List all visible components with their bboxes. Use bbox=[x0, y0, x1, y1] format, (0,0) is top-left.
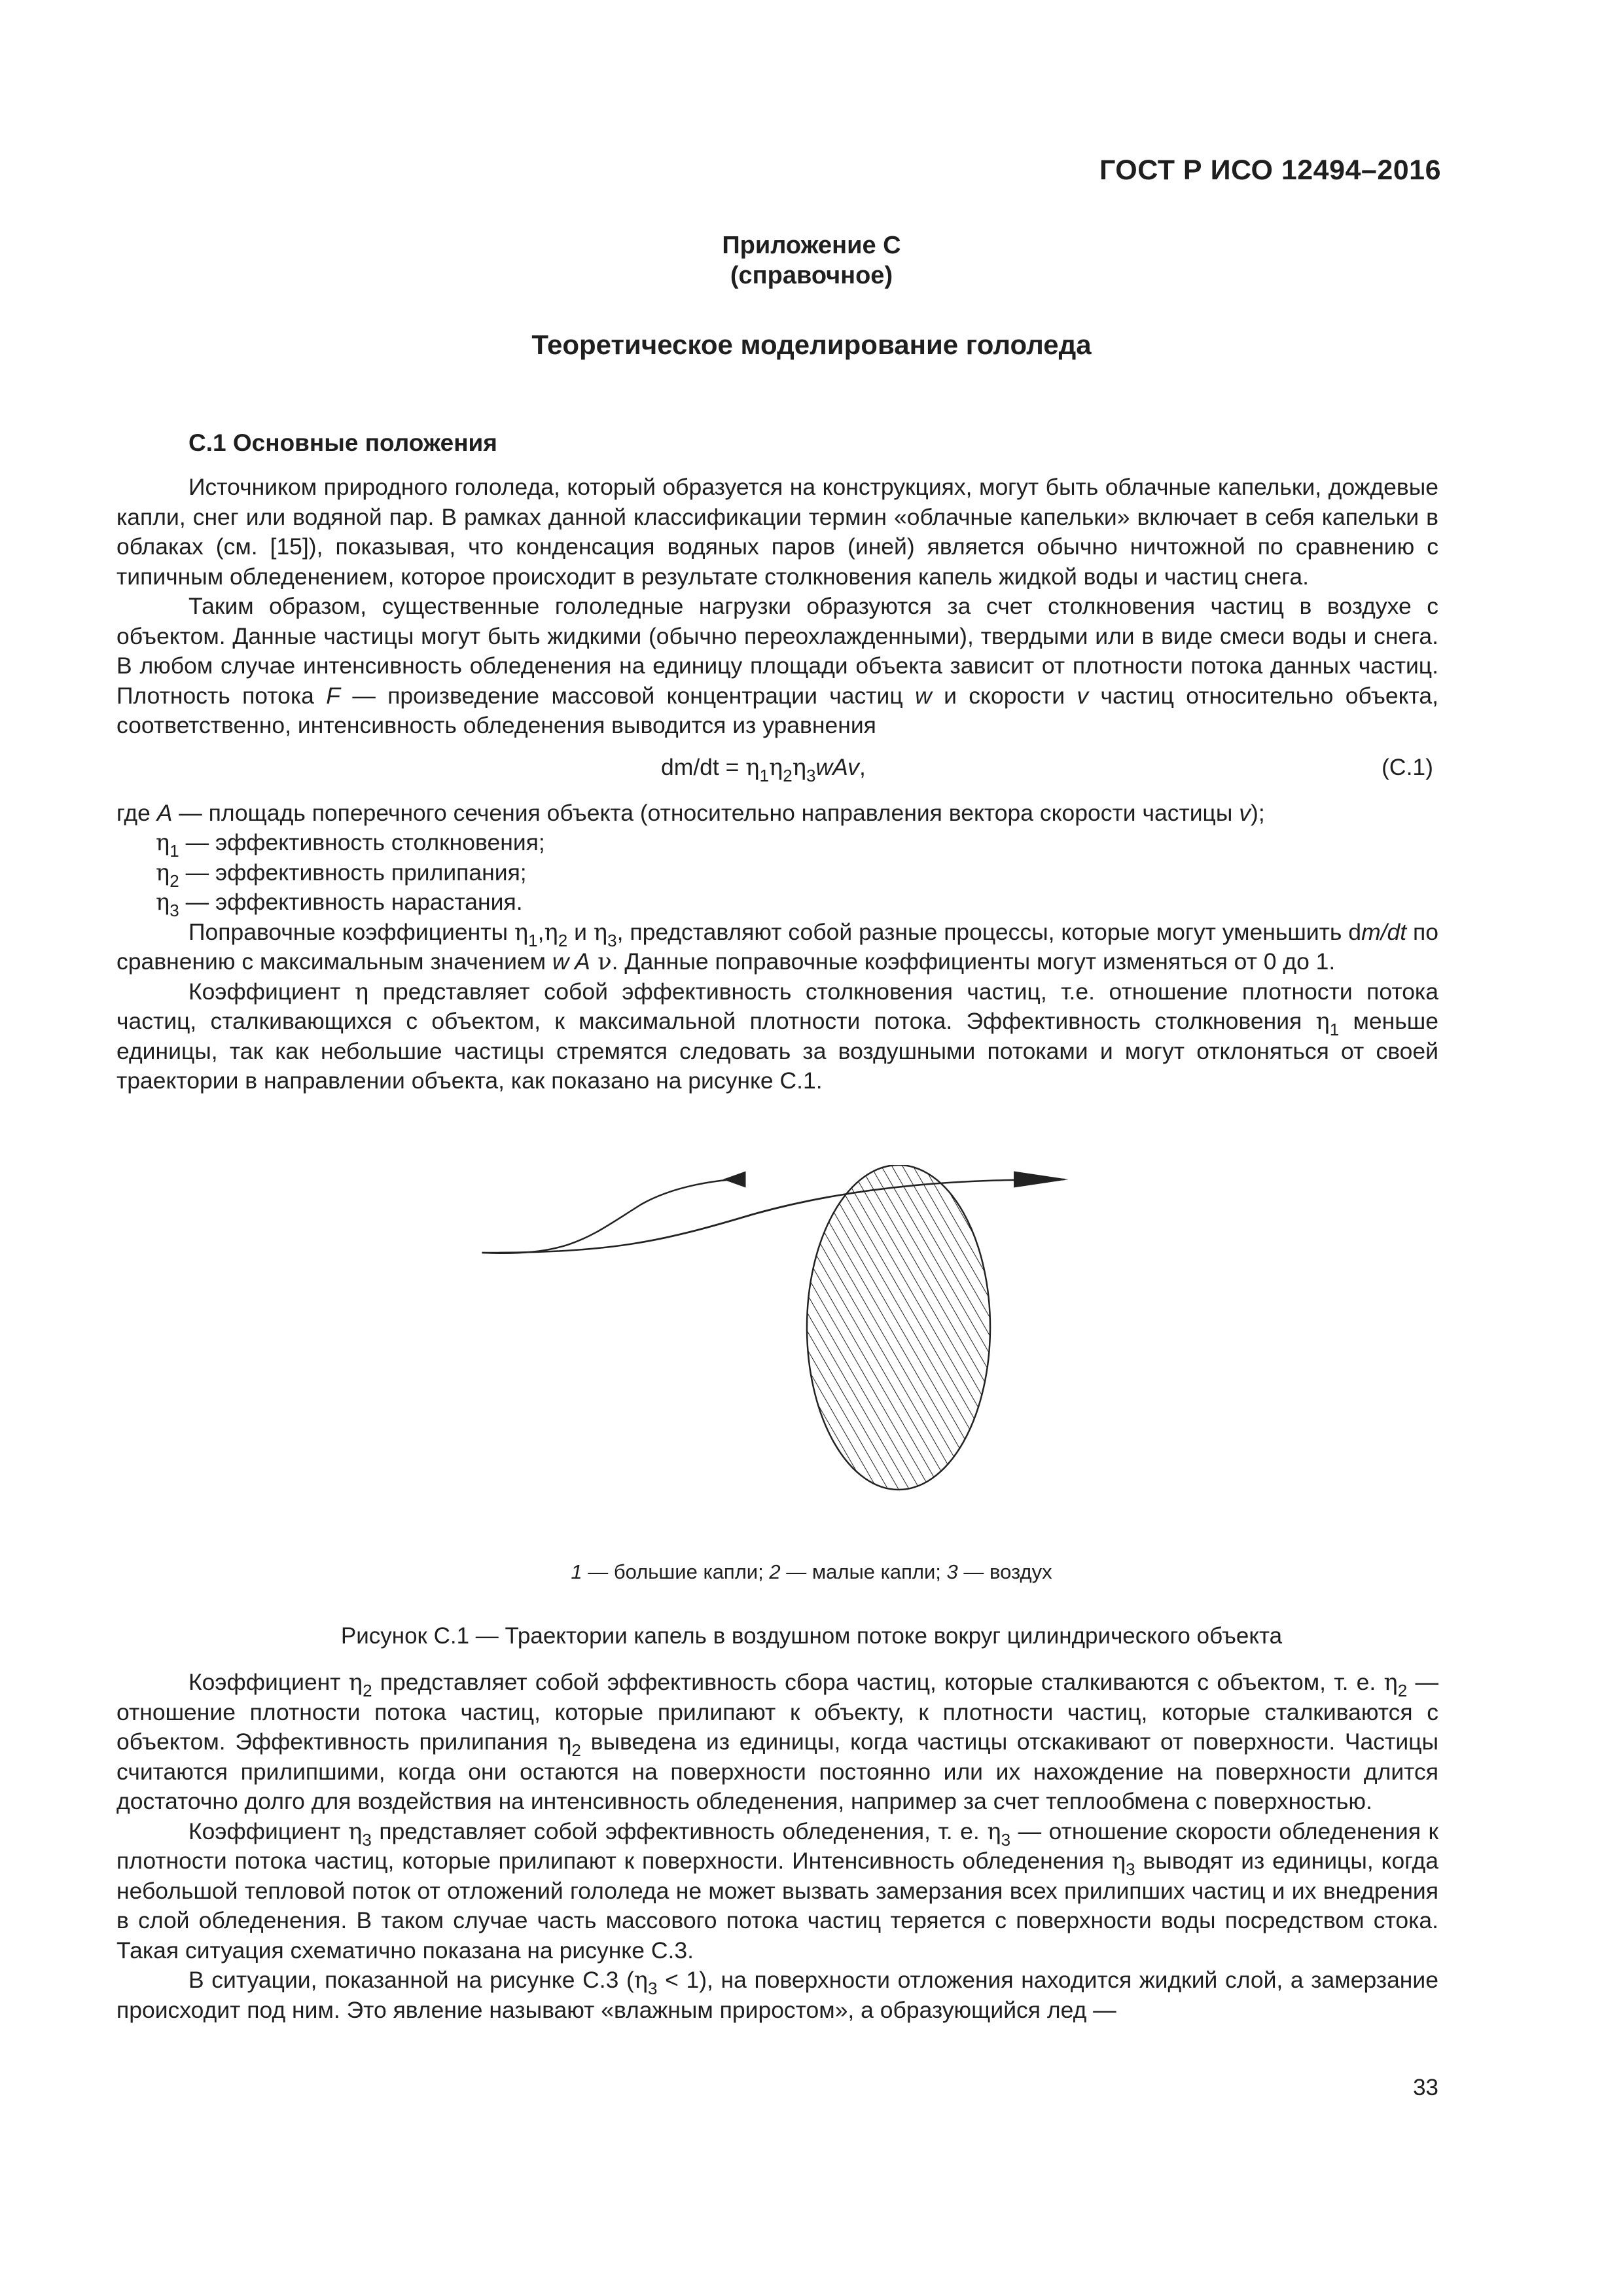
standard-header: ГОСТ Р ИСО 12494–2016 bbox=[1099, 154, 1441, 186]
subscript: 2 bbox=[1397, 1681, 1408, 1700]
text-run: Коэффициент bbox=[188, 1669, 349, 1695]
subscript: 2 bbox=[363, 1681, 372, 1700]
subscript: 3 bbox=[648, 1979, 658, 1998]
symbol-v: v bbox=[1077, 682, 1089, 709]
text-run: — произведение массовой концентрации частиц bbox=[340, 682, 916, 709]
where-clause bbox=[116, 798, 1438, 829]
equation-tail: , bbox=[859, 753, 866, 780]
text-run: Коэффициент bbox=[188, 1818, 349, 1844]
text-block-upper bbox=[116, 473, 1438, 1096]
text-run: по сравнению с максимальным значением bbox=[116, 918, 1438, 975]
eta-symbol: η bbox=[745, 753, 760, 781]
eta-symbol: η bbox=[558, 1729, 572, 1755]
paragraph-7 bbox=[116, 1965, 1438, 2025]
subscript: 1 bbox=[1329, 1020, 1340, 1039]
subscript: 3 bbox=[362, 1829, 372, 1850]
text-run: Коэффициент bbox=[188, 978, 355, 1005]
legend-text: — воздух bbox=[957, 1560, 1052, 1583]
text-run: выведена из единицы, когда частицы отскакивают от поверхности. Частицы считаются прилипшими, когда они остаются на поверхности постоянно или их нахождение на поверхности длится достаточно долго для воздействия на интенсивность обледенения, например за счет теплообмена с поверхностью. bbox=[116, 1729, 1438, 1814]
text-run: — отношение плотности потока частиц, которые прилипают к объекту, к плотности частиц, которые сталкиваются с объектом. Эффективность прилипания bbox=[116, 1669, 1438, 1755]
slash: / bbox=[1380, 918, 1387, 945]
symbol-nu: ν bbox=[590, 948, 612, 975]
equation-lhs: dm/dt = bbox=[661, 753, 746, 780]
paragraph-3: Поправочные коэффициенты $\eta_1,\eta_2$ и $\eta_3$, представляют собой разные процессы, которые могут уменьшить dm/dt по сравнению с максимальным значением w A ν. Данные поправочные коэффициенты могут изменяться от 0 до 1. bbox=[116, 918, 1438, 975]
eta-symbol: η bbox=[355, 978, 369, 1005]
definition-eta3 bbox=[116, 888, 1438, 918]
air-streamlines bbox=[482, 1179, 732, 1253]
annex-title: Приложение С bbox=[722, 232, 901, 259]
eta-symbol: η bbox=[593, 918, 608, 946]
subscript: 1 bbox=[169, 841, 179, 861]
subscript: 3 bbox=[607, 930, 617, 950]
text-run: представляет собой эффективность сбора частиц, которые сталкиваются с объектом, т. е. bbox=[372, 1669, 1384, 1695]
equation bbox=[661, 753, 866, 783]
text-run: ); bbox=[1251, 799, 1265, 826]
text-run: меньше единицы, так как небольшие частицы стремятся следовать за воздушными потоками и могут отклоняться от своей траектории в направлении объекта, как показано на рисунке С.1. bbox=[116, 1008, 1438, 1094]
paragraph-6 bbox=[116, 1817, 1438, 1966]
text-run: где bbox=[116, 799, 157, 826]
subscript: 2 bbox=[571, 1740, 581, 1760]
eta-symbol: η bbox=[514, 918, 529, 946]
eta-symbol: η bbox=[156, 829, 170, 856]
symbol-w: w bbox=[915, 682, 932, 709]
eta-symbol: η bbox=[348, 1818, 363, 1845]
subscript: 1 bbox=[528, 930, 538, 950]
section-heading: С.1 Основные положения bbox=[188, 429, 497, 456]
equation-rhs: wAv bbox=[815, 753, 859, 780]
eta-symbol: η bbox=[156, 889, 170, 916]
text-run: В ситуации, показанной на рисунке С.3 ( bbox=[188, 1967, 634, 1993]
definition-text: — эффективность прилипания; bbox=[179, 859, 527, 886]
annex-type: (справочное) bbox=[730, 262, 893, 289]
text-run: . Данные поправочные коэффициенты могут изменяться от 0 до 1. bbox=[611, 948, 1336, 975]
paragraph-5 bbox=[116, 1668, 1438, 1817]
text-block-lower bbox=[116, 1668, 1438, 2025]
definition-eta2 bbox=[116, 858, 1438, 891]
subscript: 1 bbox=[759, 765, 769, 785]
equation-row bbox=[116, 753, 1438, 789]
figure-legend bbox=[0, 1560, 1623, 1584]
text-run: и скорости bbox=[931, 682, 1077, 709]
subscript: 2 bbox=[558, 930, 568, 950]
eta-symbol: η bbox=[1383, 1669, 1398, 1696]
definition-text: — эффективность нарастания. bbox=[179, 889, 523, 915]
figure-caption: Рисунок С.1 — Траектории капель в воздушном потоке вокруг цилиндрического объекта bbox=[340, 1623, 1283, 1649]
eta-symbol: η bbox=[633, 1967, 649, 1994]
figure-c1-diagram bbox=[425, 1165, 1145, 1558]
text-run: — отношение скорости обледенения к плотности потока частиц, которые прилипают к поверхности. Интенсивность обледенения bbox=[116, 1818, 1438, 1874]
legend-text: — малые капли; bbox=[780, 1560, 947, 1583]
eta-symbol: η bbox=[156, 859, 170, 886]
equation-number: (С.1) bbox=[1382, 753, 1433, 780]
symbol-dt: dt bbox=[1387, 918, 1407, 945]
eta-symbol: η bbox=[1315, 1008, 1330, 1035]
subscript: 3 bbox=[1126, 1859, 1135, 1879]
eta-symbol: η bbox=[792, 753, 807, 781]
subscript: 2 bbox=[783, 765, 793, 785]
paragraph-4 bbox=[116, 977, 1438, 1096]
definition-eta1 bbox=[116, 828, 1438, 861]
symbol-F: F bbox=[326, 682, 340, 709]
eta-symbol: η bbox=[769, 753, 783, 781]
symbol-m: m bbox=[1361, 918, 1381, 945]
legend-number: 3 bbox=[946, 1560, 958, 1583]
definition-text: — эффективность столкновения; bbox=[179, 829, 545, 855]
paragraph-1: Источником природного гололеда, который образуется на конструкциях, могут быть облачные капельки, дождевые капли, снег или водяной пар. В рамках данной классификации термин «облачные капельки» включает в себя капельки в облаках (см. [15]), показывая, что конденсация водяных паров (иней) является обычно ничтожной по сравнению с типичным обледенением, которое происходит в результате столкновения капель жидкой воды и частиц снега. bbox=[116, 474, 1438, 590]
legend-number: 2 bbox=[769, 1560, 781, 1583]
legend-number: 1 bbox=[571, 1560, 582, 1583]
text-run: представляет собой эффективность столкновения частиц, т.е. отношение плотности потока частиц, сталкивающихся с объектом, к максимальной плотности потока. Эффективность столкновения bbox=[116, 978, 1438, 1034]
subscript: 3 bbox=[169, 901, 179, 920]
legend-text: — большие капли; bbox=[582, 1560, 770, 1583]
symbol-A: A bbox=[156, 799, 173, 826]
text-run: частиц относительно объекта, соответственно, интенсивность обледенения выводится из уравнения bbox=[116, 682, 1439, 738]
text-run: Таким образом, существенные гололедные нагрузки образуются за счет столкновения частиц в воздухе с объектом. Данные частицы могут быть жидкими (обычно переохлажденными), твердыми или в виде смеси воды и снега. В любом случае интенсивность обледенения на единицу площади объекта зависит от плотности потока данных частиц. Плотность потока bbox=[116, 593, 1438, 709]
text-run: — площадь поперечного сечения объекта (относительно направления вектора скорости частицы bbox=[172, 799, 1240, 826]
cylinder-object bbox=[807, 1165, 990, 1490]
subscript: 3 bbox=[806, 765, 816, 785]
eta-symbol: η bbox=[348, 1669, 363, 1696]
text-run: Поправочные коэффициенты bbox=[188, 918, 514, 945]
eta-symbol: η bbox=[544, 918, 558, 946]
paragraph-2 bbox=[116, 592, 1438, 741]
symbol-wA: w A bbox=[552, 948, 590, 975]
symbol-v: v bbox=[1239, 799, 1251, 826]
text-run: представляет собой эффективность обледенения, т. е. bbox=[371, 1818, 988, 1844]
eta-symbol: η bbox=[987, 1818, 1001, 1845]
text-run: представляют собой разные процессы, которые могут уменьшить d bbox=[623, 918, 1362, 945]
page-number: 33 bbox=[1413, 2075, 1438, 2100]
text-run: < 1), на поверхности отложения находится жидкий слой, а замерзание происходит под ним. Это явление называют «влажным приростом», а образующийся лед — bbox=[116, 1967, 1438, 2023]
eta-symbol: η bbox=[1111, 1848, 1126, 1874]
annex-heading: Теоретическое моделирование гололеда bbox=[531, 329, 1092, 360]
trajectory-diagram bbox=[425, 1165, 1145, 1558]
text-run: выводят из единицы, когда небольшой тепловой поток от отложений гололеда не может вызвать замерзания всех прилипших частиц и их внедрения в слой обледенения. В таком случае часть массового потока частиц теряется с поверхности воды посредством стока. Такая ситуация схематично показана на рисунке С.3. bbox=[116, 1848, 1438, 1964]
subscript: 2 bbox=[169, 870, 179, 891]
subscript: 3 bbox=[1001, 1829, 1011, 1850]
